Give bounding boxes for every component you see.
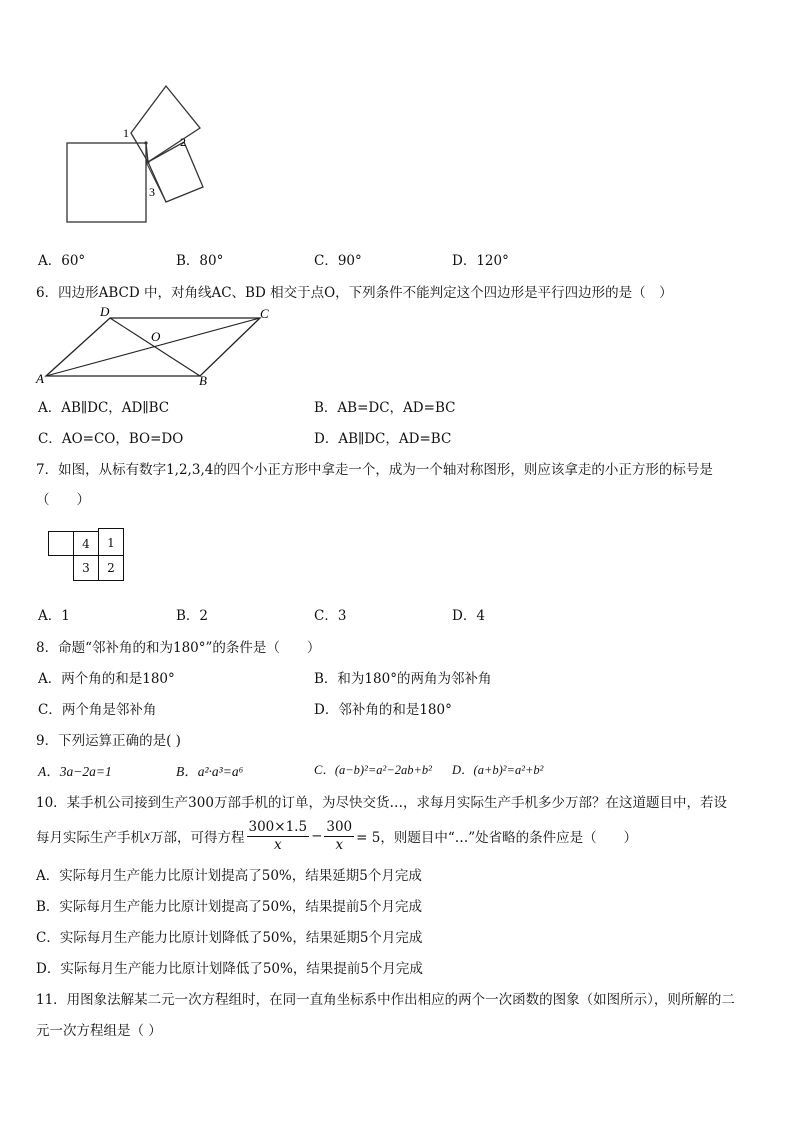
q5-option-b[interactable]: B．80° — [176, 253, 224, 269]
q10-stem-line2 — [36, 814, 637, 858]
q11-stem-line2: 元一次方程组是（ ） — [36, 1023, 162, 1039]
q10-stem-line1: 10．某手机公司接到生产300万部手机的订单，为尽快交货…，求每月实际生产手机多少万部？在这道题目中，若设 — [36, 795, 727, 811]
q10-text-a: 每月实际生产手机 — [36, 830, 144, 846]
q10-option-b[interactable]: B．实际每月生产能力比原计划提高了50%，结果提前5个月完成 — [36, 899, 423, 915]
angle-label-1: 1 — [123, 126, 129, 140]
grid-cell-1[interactable]: 1 — [98, 528, 124, 556]
q7-option-d[interactable]: D．4 — [452, 608, 485, 624]
fraction-2-denominator: x — [335, 836, 344, 853]
q6-option-c[interactable]: C．AO=CO，BO=DO — [38, 431, 184, 447]
q7-stem-line2: （ ） — [36, 492, 90, 508]
q10-option-d[interactable]: D．实际每月生产能力比原计划降低了50%，结果提前5个月完成 — [36, 961, 423, 977]
q6-parallelogram-figure — [32, 302, 282, 392]
fraction-2-numerator: 300 — [326, 818, 353, 835]
vertex-b-label: B — [199, 373, 207, 388]
q10-var-x: x — [144, 828, 150, 843]
q9-option-c[interactable]: C．(a−b)²=a²−2ab+b² — [314, 763, 432, 777]
q5-option-d[interactable]: D．120° — [452, 253, 509, 269]
q10-fraction-2 — [324, 819, 354, 854]
vertex-a-label: A — [36, 371, 44, 386]
q8-option-b[interactable]: B．和为180°的两角为邻补角 — [314, 671, 492, 687]
grid-cell-3[interactable]: 3 — [73, 555, 99, 581]
q5-squares-figure — [60, 80, 220, 230]
grid-cell-2[interactable]: 2 — [98, 555, 124, 581]
q9-option-a[interactable]: A．3a−2a=1 — [38, 764, 112, 779]
lower-tilted-square — [148, 142, 203, 202]
q7-option-b[interactable]: B．2 — [176, 608, 209, 624]
q7-option-a[interactable]: A．1 — [38, 608, 70, 624]
q8-option-d[interactable]: D．邻补角的和是180° — [314, 702, 452, 718]
grid-cell-blank — [48, 531, 74, 556]
upper-tilted-square — [131, 86, 200, 162]
q6-option-a[interactable]: A．AB∥DC，AD∥BC — [38, 400, 170, 416]
q6-option-d[interactable]: D．AB∥DC，AD=BC — [314, 431, 452, 447]
q7-grid-figure — [48, 528, 124, 582]
q7-option-c[interactable]: C．3 — [314, 608, 347, 624]
q10-fraction-1 — [247, 819, 310, 854]
q11-stem-line1: 11．用图象法解某二元一次方程组时，在同一直角坐标系中作出相应的两个一次函数的图象（如图所示），则所解的二 — [36, 992, 735, 1008]
vertex-d-label: D — [100, 304, 110, 319]
fraction-1-numerator: 300×1.5 — [248, 818, 308, 835]
q6-option-b[interactable]: B．AB=DC，AD=BC — [314, 400, 456, 416]
q10-equation-rest: = 5，则题目中“…”处省略的条件应是（ ） — [356, 830, 638, 846]
q9-option-b[interactable]: B．a²·a³=a⁶ — [176, 764, 244, 779]
fraction-1-denominator: x — [273, 836, 282, 853]
vertex-c-label: C — [260, 306, 269, 321]
grid-cell-4[interactable]: 4 — [73, 531, 99, 556]
q10-option-c[interactable]: C．实际每月生产能力比原计划降低了50%，结果延期5个月完成 — [36, 930, 423, 946]
q8-stem: 8．命题“邻补角的和为180°”的条件是（ ） — [36, 640, 321, 656]
q7-stem-line1: 7．如图，从标有数字1,2,3,4的四个小正方形中拿走一个，成为一个轴对称图形，则应该拿走的小正方形的标号是 — [36, 462, 713, 478]
q9-option-d[interactable]: D．(a+b)²=a²+b² — [452, 763, 544, 777]
q5-option-c[interactable]: C．90° — [314, 253, 362, 269]
q5-option-a[interactable]: A．60° — [38, 253, 86, 269]
q10-text-b: 万部，可得方程 — [150, 830, 245, 846]
q8-option-c[interactable]: C．两个角是邻补角 — [38, 702, 157, 718]
q10-minus-sign: − — [311, 828, 323, 844]
q8-option-a[interactable]: A．两个角的和是180° — [38, 671, 175, 687]
angle-label-3: 3 — [149, 185, 155, 199]
q10-option-a[interactable]: A．实际每月生产能力比原计划提高了50%，结果延期5个月完成 — [36, 868, 422, 884]
q9-stem: 9．下列运算正确的是( ) — [36, 733, 181, 749]
center-o-label: O — [151, 329, 161, 344]
big-square — [67, 143, 146, 222]
q6-stem: 6．四边形ABCD 中，对角线AC、BD 相交于点O，下列条件不能判定这个四边形是平行四边形的是（ ） — [36, 285, 673, 301]
angle-label-2: 2 — [180, 135, 186, 149]
